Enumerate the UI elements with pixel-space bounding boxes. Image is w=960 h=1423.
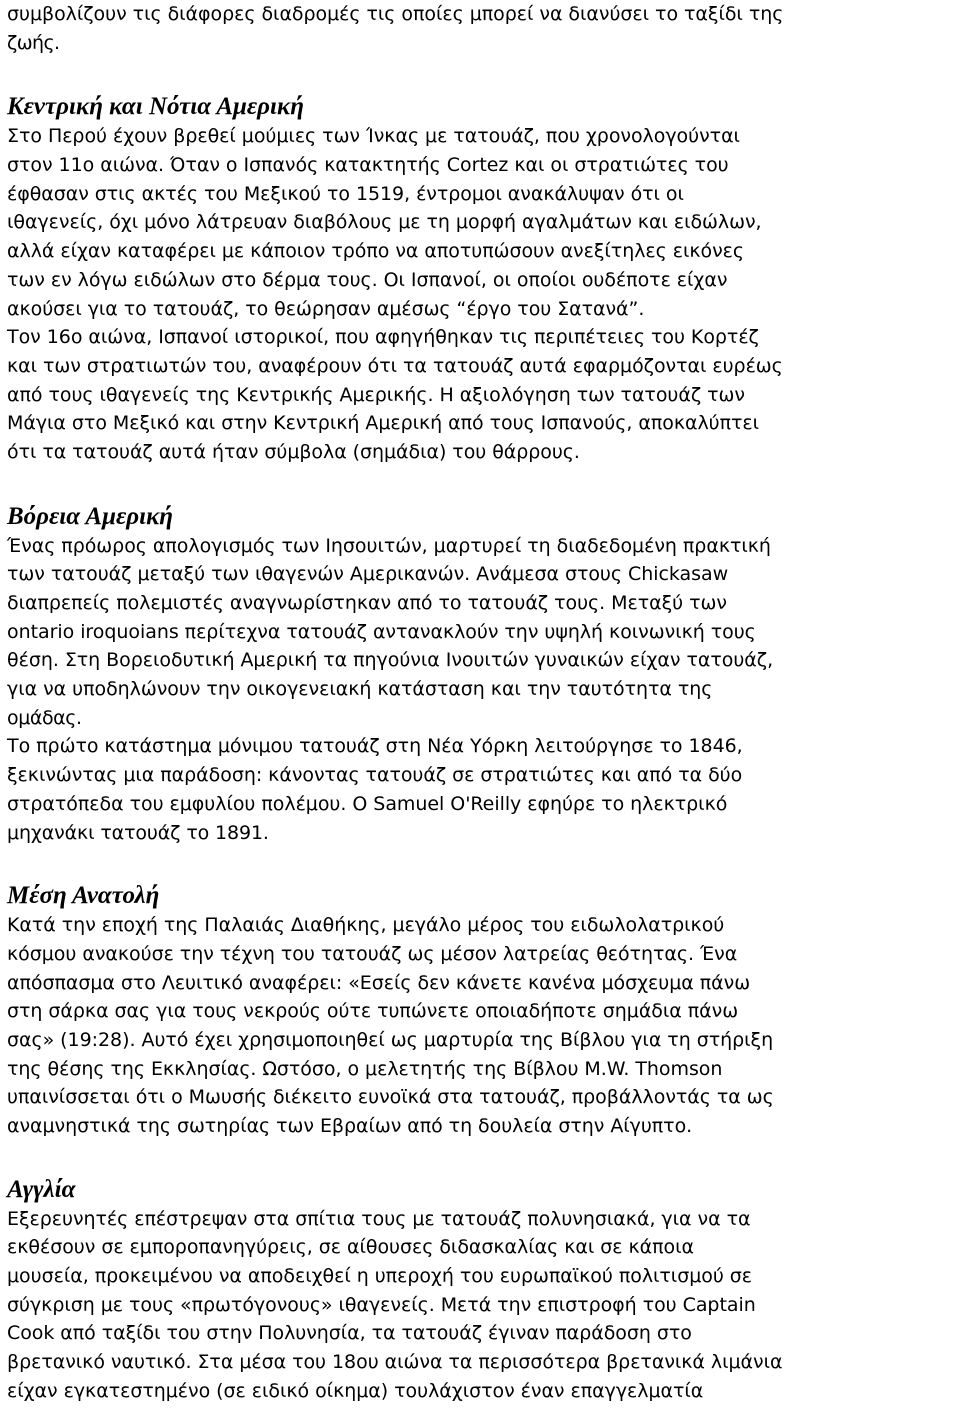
text-line: Κατά την εποχή της Παλαιάς Διαθήκης, μεγάλο μέρος του ειδωλολατρικού (7, 914, 725, 937)
section-paragraph-central-south-america (7, 122, 960, 466)
section-heading-england: Αγγλία (7, 1175, 76, 1203)
text-line: σας» (19:28). Αυτό έχει χρησιμοποιηθεί ως μαρτυρία της Βίβλου για τη στήριξη (7, 1028, 774, 1051)
text-line: μηχανάκι τατουάζ το 1891. (7, 821, 269, 844)
text-line: έφθασαν στις ακτές του Μεξικού το 1519, έντρομοι ανακάλυψαν ότι οι (7, 182, 684, 205)
text-line: είχαν εγκατεστημένο (σε ειδικό οίκημα) τουλάχιστον έναν επαγγελματία (7, 1379, 704, 1402)
section-paragraph-middle-east (7, 911, 960, 1141)
text-line: ιθαγενείς, όχι μόνο λάτρευαν διαβόλους με τη μορφή αγαλμάτων και ειδώλων, (7, 211, 762, 234)
text-line: απόσπασμα στο Λευιτικό αναφέρει: «Εσείς δεν κάνετε κανένα μόσχευμα πάνω (7, 971, 751, 994)
text-line: αλλά είχαν καταφέρει με κάποιον τρόπο να αποτυπώσουν ανεξίτηλες εικόνες (7, 240, 745, 263)
text-line: στον 11ο αιώνα. Όταν ο Ισπανός κατακτητής Cortez και οι στρατιώτες του (7, 154, 729, 177)
text-line: Το πρώτο κατάστημα μόνιμου τατουάζ στη Νέα Υόρκη λειτούργησε το 1846, (7, 735, 743, 758)
section-paragraph-north-america (7, 532, 960, 848)
text-line: στρατόπεδα του εμφυλίου πολέμου. Ο Samuel O'Reilly εφηύρε το ηλεκτρικό (7, 792, 728, 815)
text-line: θέση. Στη Βορειοδυτική Αμερική τα πηγούνια Ινουιτών γυναικών είχαν τατουάζ, (7, 649, 774, 672)
text-line: για να υποδηλώνουν την οικογενειακή κατάσταση και την ταυτότητα της (7, 678, 713, 701)
section-heading-middle-east: Μέση Ανατολή (7, 882, 160, 910)
text-line: των εν λόγω ειδώλων στο δέρμα τους. Οι Ισπανοί, οι οποίοι ουδέποτε είχαν (7, 268, 728, 291)
section-heading-central-south-america: Κεντρική και Νότια Αμερική (7, 93, 304, 121)
text-line: των τατουάζ μεταξύ των ιθαγενών Αμερικανών. Ανάμεσα στους Chickasaw (7, 563, 729, 586)
text-line: κόσμου ανακούσε την τέχνη του τατουάζ ως μέσον λατρείας θεότητας. Ένα (7, 942, 738, 965)
text-line: της θέσης της Εκκλησίας. Ωστόσο, ο μελετητής της Βίβλου M.W. Thomson (7, 1057, 723, 1080)
text-line: ξεκινώντας μια παράδοση: κάνοντας τατουάζ σε στρατιώτες και από τα δύο (7, 764, 743, 787)
text-line: Ένας πρόωρος απολογισμός των Ιησουιτών, μαρτυρεί τη διαδεδομένη πρακτική (7, 534, 771, 557)
text-line: βρετανικό ναυτικό. Στα μέσα του 18ου αιώνα τα περισσότερα βρετανικά λιμάνια (7, 1351, 783, 1374)
text-line: εκθέσουν σε εμποροπανηγύρεις, σε αίθουσες διδασκαλίας και σε κάποια (7, 1236, 694, 1259)
text-line: ακούσει για το τατουάζ, το θεώρησαν αμέσως “έργο του Σατανά”. (7, 297, 645, 320)
text-line: Τον 16ο αιώνα, Ισπανοί ιστορικοί, που αφηγήθηκαν τις περιπέτειες του Κορτέζ (7, 326, 759, 349)
text-line: και των στρατιωτών του, αναφέρουν ότι τα τατουάζ αυτά εφαρμόζονται ευρέως (7, 354, 783, 377)
text-line: ontario iroquoians περίτεχνα τατουάζ αντανακλούν την υψηλή κοινωνική τους (7, 620, 756, 643)
text-line: συμβολίζουν τις διάφορες διαδρομές τις οποίες μπορεί να διανύσει το ταξίδι της (7, 3, 784, 25)
section-paragraph-england (7, 1205, 960, 1406)
text-line: Μάγια στο Μεξικό και στην Κεντρική Αμερική από τους Ισπανούς, αποκαλύπτει (7, 412, 760, 435)
intro-paragraph (7, 0, 960, 57)
text-line: ότι τα τατουάζ αυτά ήταν σύμβολα (σημάδια) του θάρρους. (7, 440, 580, 463)
text-line: από τους ιθαγενείς της Κεντρικής Αμερικής. Η αξιολόγηση των τατουάζ των (7, 383, 745, 406)
text-line: Στο Περού έχουν βρεθεί μούμιες των Ίνκας με τατουάζ, που χρονολογούνται (7, 125, 740, 148)
text-line: υπαινίσσεται ότι ο Μωυσής διέκειτο ευνοϊκά στα τατουάζ, προβάλλοντάς τα ως (7, 1086, 774, 1109)
text-line: σύγκριση με τους «πρωτόγονους» ιθαγενείς. Μετά την επιστροφή του Captain (7, 1293, 756, 1316)
text-line: στη σάρκα σας για τους νεκρούς ούτε τυπώνετε οποιαδήποτε σημάδια πάνω (7, 1000, 739, 1023)
text-line: αναμνηστικά της σωτηρίας των Εβραίων από τη δουλεία στην Αίγυπτο. (7, 1115, 693, 1137)
text-line: Cook από ταξίδι του στην Πολυνησία, τα τατουάζ έγιναν παράδοση στο (7, 1322, 692, 1345)
text-line: μουσεία, προκειμένου να αποδειχθεί η υπεροχή του ευρωπαϊκού πολιτισμού σε (7, 1265, 753, 1288)
text-line: ζωής. (7, 31, 60, 54)
text-line: ομάδας. (7, 706, 82, 729)
section-heading-north-america: Βόρεια Αμερική (7, 502, 174, 530)
text-line: διαπρεπείς πολεμιστές αναγνωρίστηκαν από το τατουάζ τους. Μεταξύ των (7, 592, 727, 614)
text-line: Εξερευνητές επέστρεψαν στα σπίτια τους με τατουάζ πολυνησιακά, για να τα (7, 1207, 751, 1230)
